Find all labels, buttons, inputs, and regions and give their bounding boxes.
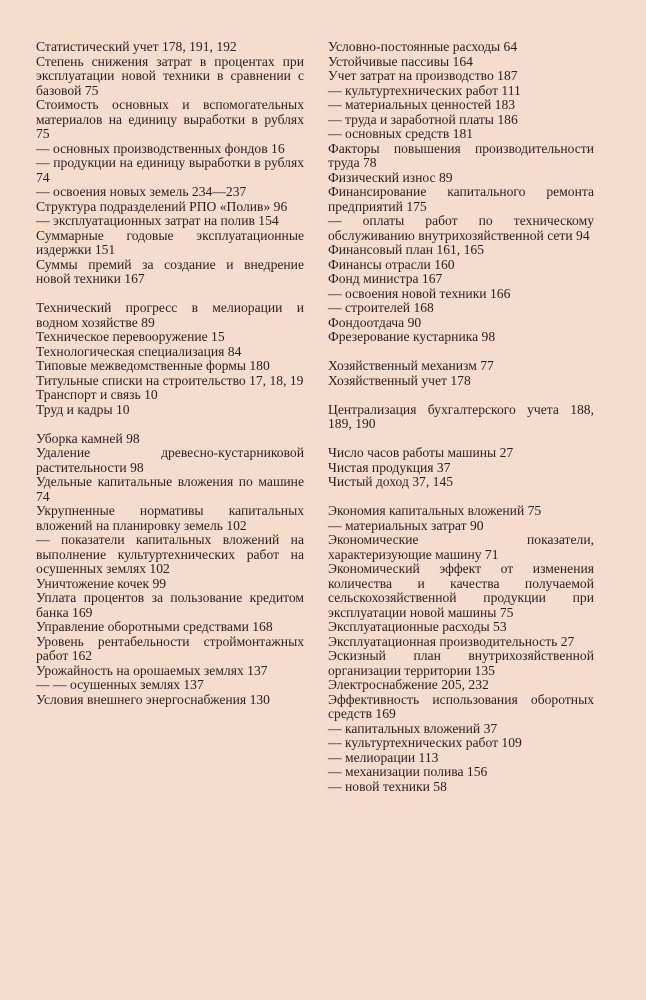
index-entry: Хозяйственный учет 178: [328, 372, 471, 388]
index-entry: Экономические показатели, характеризующие машину 71: [328, 532, 594, 562]
section-gap: [328, 432, 594, 447]
index-entry: — эксплуатационных затрат на полив 154: [36, 213, 279, 228]
index-entry: Чистый доход 37, 145: [328, 474, 454, 489]
index-column-right: [328, 40, 594, 794]
index-entry: — оплаты работ по техническому обслуживанию внутрихозяйственной сети 94: [328, 213, 594, 243]
index-entry: — освоения новой техники 166: [328, 285, 511, 301]
index-entry: Технический прогресс в мелиорации и водном хозяйстве 89: [36, 300, 304, 330]
index-entry: Централизация бухгалтерского учета 188, 189, 190: [328, 401, 594, 431]
index-entry: Число часов работы машины 27: [328, 445, 514, 460]
index-entry: Хозяйственный механизм 77: [328, 358, 494, 373]
index-entry: Фондоотдача 90: [328, 314, 422, 330]
index-entry: Степень снижения затрат в процентах при эксплуатации новой техники в сравнении с базовой 75: [36, 53, 304, 98]
index-entry: Укрупненные нормативы капитальных вложений на планировку земель 102: [36, 503, 304, 533]
index-entry: Финансирование капитального ремонта предприятий 175: [328, 184, 594, 214]
index-entry: Уплата процентов за пользование кредитом банка 169: [36, 590, 304, 620]
section-gap: [328, 388, 594, 403]
index-entry: — материальных ценностей 183: [328, 97, 516, 112]
index-entry: Условно-постоянные расходы 64: [328, 39, 518, 54]
index-entry: Суммарные годовые эксплуатационные издержки 151: [36, 227, 304, 257]
section-gap: [36, 417, 304, 432]
index-entry: — культуртехнических работ 109: [328, 735, 522, 750]
index-entry: — основных средств 181: [328, 126, 474, 141]
index-entry: Транспорт и связь 10: [36, 387, 158, 402]
index-entry: — материальных затрат 90: [328, 517, 484, 533]
index-entry: Эскизный план внутрихозяйственной организации территории 135: [328, 648, 594, 678]
index-entry: Удаление древесно-кустарниковой растительности 98: [36, 445, 304, 475]
index-entry: Эксплуатационная производительность 27: [328, 633, 575, 649]
index-entry: Физический износ 89: [328, 169, 453, 185]
index-entry: Техническое перевооружение 15: [36, 329, 225, 344]
index-entry: Условия внешнего энергоснабжения 130: [36, 691, 270, 707]
index-entry: Эффективность использования оборотных средств 169: [328, 691, 594, 721]
index-entry: Типовые межведомственные формы 180: [36, 358, 270, 373]
index-entry: — освоения новых земель 234—237: [36, 184, 247, 199]
index-entry: — новой техники 58: [328, 778, 447, 794]
index-entry: — труда и заработной платы 186: [328, 111, 518, 127]
index-entry: Уничтожение кочек 99: [36, 575, 167, 591]
index-entry: — мелиорации 113: [328, 749, 439, 765]
index-column-left: [36, 40, 304, 707]
index-entry: — — осушенных землях 137: [36, 677, 204, 692]
index-entry: Суммы премий за создание и внедрение новой техники 167: [36, 256, 304, 286]
index-entry: Учет затрат на производство 187: [328, 68, 518, 83]
index-entry: Управление оборотными средствами 168: [36, 619, 273, 634]
index-entry: — механизации полива 156: [328, 764, 488, 779]
index-entry: Труд и кадры 10: [36, 401, 130, 417]
index-entry: Удельные капитальные вложения по машине 74: [36, 474, 304, 504]
section-gap: [36, 287, 304, 302]
index-entry: Экономический эффект от изменения количества и качества получаемой сельскохозяйственной продукции при эксплуатации новой машины 75: [328, 561, 594, 620]
index-entry: — культуртехнических работ 111: [328, 82, 521, 98]
index-entry: Устойчивые пассивы 164: [328, 53, 473, 69]
index-entry: Финансы отрасли 160: [328, 256, 455, 272]
index-entry: Уборка камней 98: [36, 430, 140, 446]
index-entry: Экономия капитальных вложений 75: [328, 503, 542, 518]
index-entry: Уровень рентабельности строймонтажных работ 162: [36, 633, 304, 663]
index-entry: Статистический учет 178, 191, 192: [36, 39, 237, 54]
index-entry: — капитальных вложений 37: [328, 720, 498, 736]
index-entry: Урожайность на орошаемых землях 137: [36, 662, 268, 678]
index-entry: Фрезерование кустарника 98: [328, 329, 496, 344]
index-entry: Структура подразделений РПО «Полив» 96: [36, 198, 288, 214]
index-entry: — основных производственных фондов 16: [36, 140, 285, 156]
index-entry: Эксплуатационные расходы 53: [328, 619, 507, 634]
index-entry: Финансовый план 161, 165: [328, 242, 484, 257]
section-gap: [328, 490, 594, 505]
index-entry: Технологическая специализация 84: [36, 343, 242, 359]
index-entry: Чистая продукция 37: [328, 459, 451, 475]
index-entry: — продукции на единицу выработки в рублях 74: [36, 155, 304, 185]
section-gap: [328, 345, 594, 360]
index-entry: Фонд министра 167: [328, 271, 443, 286]
index-entry: Факторы повышения производительности труда 78: [328, 140, 594, 170]
index-entry: — строителей 168: [328, 300, 434, 315]
index-entry: Титульные списки на строительство 17, 18, 19: [36, 372, 304, 388]
index-entry: — показатели капитальных вложений на выполнение культуртехнических работ на осушенных землях 102: [36, 532, 304, 576]
index-entry: Электроснабжение 205, 232: [328, 677, 489, 692]
index-entry: Стоимость основных и вспомогательных материалов на единицу выработки в рублях 75: [36, 97, 304, 141]
